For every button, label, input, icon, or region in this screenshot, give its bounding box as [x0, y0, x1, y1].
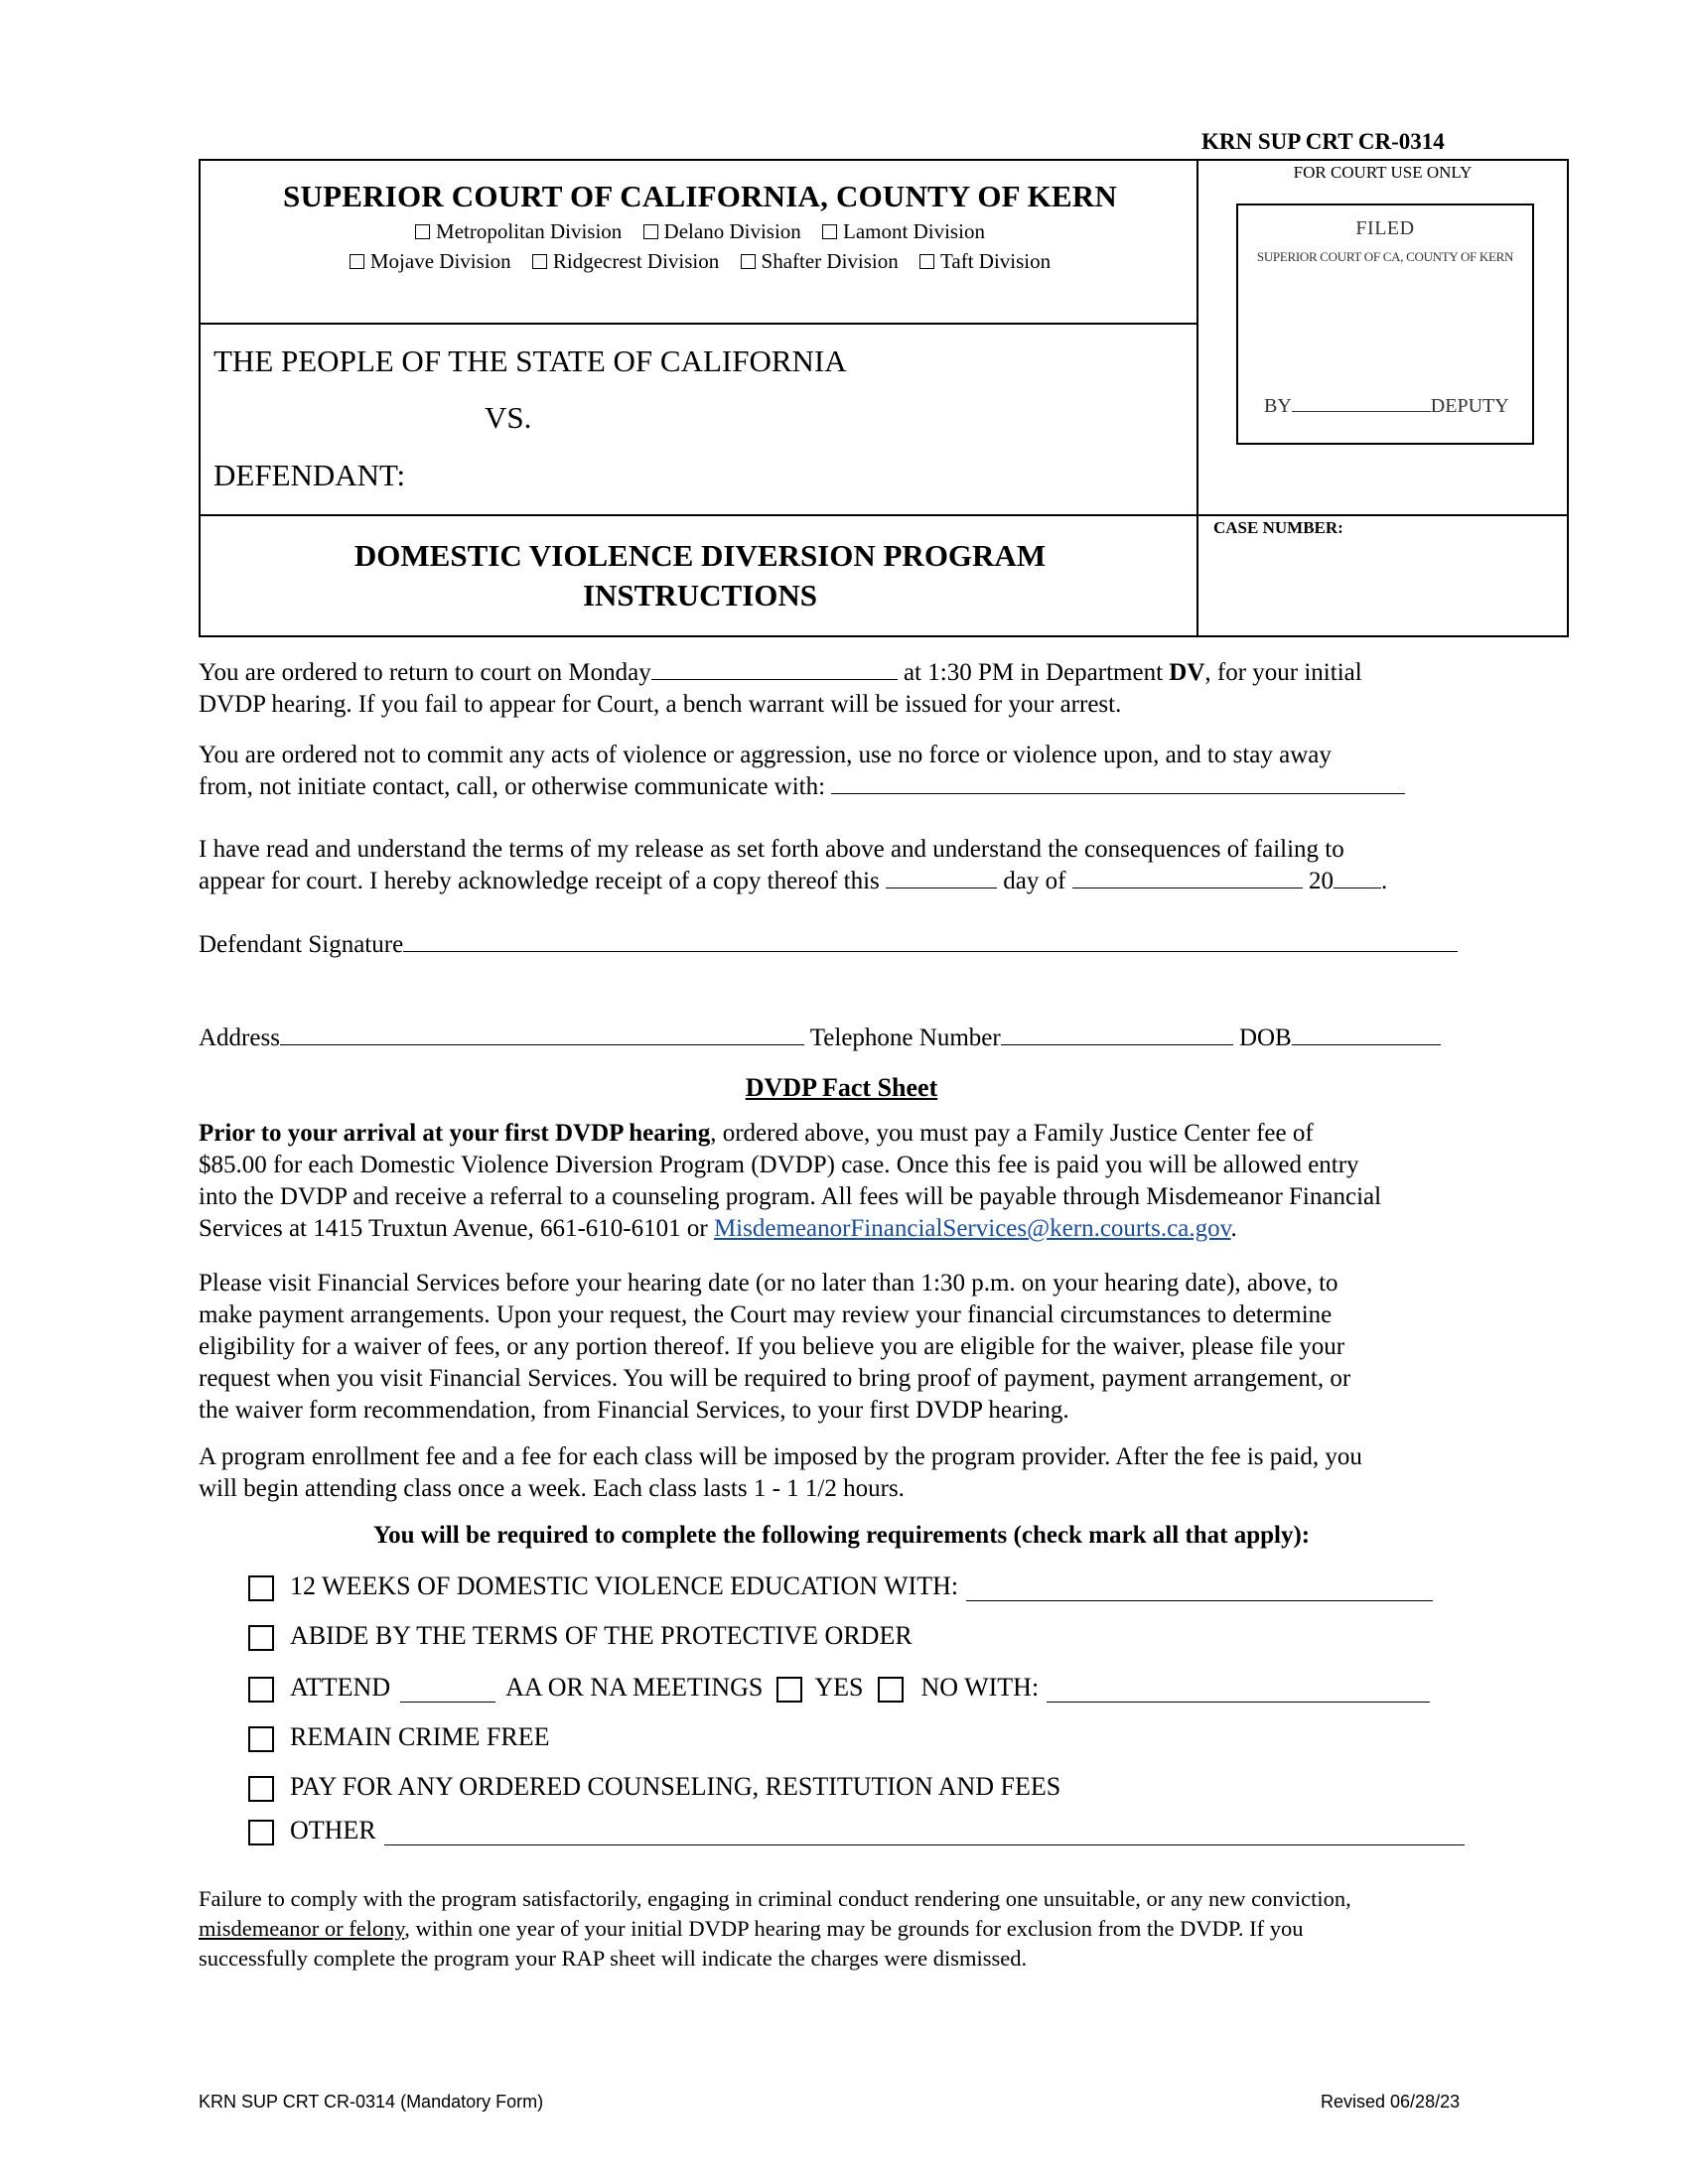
footer-revised: Revised 06/28/23	[1321, 2092, 1461, 2112]
req-protective-order: ABIDE BY THE TERMS OF THE PROTECTIVE ORDER	[248, 1621, 913, 1651]
fact-paragraph-1: Prior to your arrival at your first DVDP hearing, ordered above, you must pay a Family Justice Center fee of $85.00 for each Domestic Violence Diversion Program (DVDP) case. Once this fee is paid you will be allowed entry into the DVDP and receive a referral to a counseling program. All fees will be payable through Misdemeanor Financial Services at 1415 Truxtun Avenue, 661-610-6101 or MisdemeanorFinancialServices@kern.courts.ca.gov.	[199, 1120, 1382, 1242]
checkbox-other[interactable]	[248, 1820, 274, 1845]
checkbox-icon	[822, 224, 837, 239]
address-field[interactable]	[280, 1024, 804, 1045]
checkbox-icon	[741, 254, 756, 269]
checkbox-icon	[643, 224, 658, 239]
filed-stamp-area	[1236, 204, 1534, 445]
req-crime-free: REMAIN CRIME FREE	[248, 1722, 549, 1752]
fact-sheet-title: DVDP Fact Sheet	[745, 1073, 938, 1102]
protected-person-field[interactable]	[831, 772, 1405, 794]
case-number-label: CASE NUMBER:	[1213, 518, 1343, 537]
contact-row: Address Telephone Number DOB	[199, 1023, 1484, 1054]
meetings-count-field[interactable]	[400, 1677, 495, 1703]
req-education: 12 WEEKS OF DOMESTIC VIOLENCE EDUCATION WITH:	[248, 1571, 1433, 1601]
checkbox-icon	[919, 254, 934, 269]
deputy-line[interactable]	[1292, 394, 1431, 412]
checkbox-education[interactable]	[248, 1575, 274, 1601]
division-taft[interactable]: Taft Division	[919, 249, 1051, 273]
req-pay-fees: PAY FOR ANY ORDERED COUNSELING, RESTITUTION AND FEES	[248, 1772, 1060, 1802]
fact-paragraph-3: A program enrollment fee and a fee for each class will be imposed by the program provider. After the fee is paid, you will begin attending class once a week. Each class lasts 1 - 1 1/2 hours.	[199, 1443, 1362, 1502]
ack-year-field[interactable]	[1334, 867, 1381, 888]
checkbox-protective-order[interactable]	[248, 1625, 274, 1651]
return-order: You are ordered to return to court on Monday at 1:30 PM in Department DV, for your initial DVDP hearing. If you fail to appear for Court, a bench warrant will be issued for your arrest.	[199, 659, 1362, 718]
email-link[interactable]: MisdemeanorFinancialServices@kern.courts.ca.gov	[713, 1215, 1231, 1242]
requirements-heading: You will be required to complete the following requirements (check mark all that apply):	[372, 1522, 1311, 1549]
checkbox-no[interactable]	[878, 1677, 904, 1703]
footer-form-id: KRN SUP CRT CR-0314 (Mandatory Form)	[199, 2092, 544, 2112]
by-deputy: BY DEPUTY	[1264, 395, 1509, 417]
meetings-with-field[interactable]	[1047, 1677, 1430, 1703]
division-delano[interactable]: Delano Division	[643, 219, 801, 243]
education-provider-field[interactable]	[966, 1575, 1433, 1601]
signature-row: Defendant Signature	[199, 929, 1484, 961]
fact-paragraph-2: Please visit Financial Services before your hearing date (or no later than 1:30 p.m. on your hearing date), above, to make payment arrangements. Upon your request, the Court may review your financial circumstances to determine eligibility for a waiver of fees, or any portion thereof. If you believe you are eligible for the waiver, please file your request when you visit Financial Services. You will be required to bring proof of payment, payment arrangement, or the waiver form recommendation, from Financial Services, to your first DVDP hearing.	[199, 1270, 1351, 1424]
checkbox-pay-fees[interactable]	[248, 1776, 274, 1802]
checkbox-icon	[532, 254, 547, 269]
closing-paragraph: Failure to comply with the program satisfactorily, engaging in criminal conduct rendering one unsuitable, or any new conviction, misdemeanor or felony, within one year of your initial DVDP hearing may be grounds for exclusion from the DVDP. If you successfully complete the program your RAP sheet will indicate the charges were dismissed.	[199, 1886, 1351, 1971]
vs-caption: VS.	[485, 400, 532, 435]
req-meetings: ATTEND AA OR NA MEETINGS YES NO WITH:	[248, 1673, 1430, 1703]
division-ridgecrest[interactable]: Ridgecrest Division	[532, 249, 719, 273]
acknowledgement: I have read and understand the terms of my release as set forth above and understand the consequences of failing to appear for court. I hereby acknowledge receipt of a copy thereof this day of 20 .	[199, 836, 1388, 894]
stay-away-order: You are ordered not to commit any acts of violence or aggression, use no force or violence upon, and to stay away from, not initiate contact, call, or otherwise communicate with:	[199, 740, 1484, 803]
telephone-field[interactable]	[1001, 1024, 1233, 1045]
checkbox-yes[interactable]	[776, 1677, 802, 1703]
division-mojave[interactable]: Mojave Division	[350, 249, 511, 273]
ack-day-field[interactable]	[886, 867, 997, 888]
checkbox-crime-free[interactable]	[248, 1726, 274, 1752]
defendant-signature-field[interactable]	[403, 930, 1458, 952]
divisions-row-1	[199, 219, 1201, 244]
checkbox-meetings[interactable]	[248, 1677, 274, 1703]
defendant-label: DEFENDANT:	[213, 458, 406, 492]
req-other: OTHER	[248, 1816, 1465, 1845]
return-date-field[interactable]	[651, 658, 898, 680]
people-caption: THE PEOPLE OF THE STATE OF CALIFORNIA	[213, 343, 847, 378]
form-id: KRN SUP CRT CR-0314	[1201, 129, 1445, 154]
other-requirement-field[interactable]	[384, 1820, 1465, 1845]
division-shafter[interactable]: Shafter Division	[741, 249, 899, 273]
court-title: SUPERIOR COURT OF CALIFORNIA, COUNTY OF KERN	[283, 179, 1117, 213]
checkbox-icon	[350, 254, 364, 269]
divisions-row-2	[199, 249, 1201, 274]
ack-month-field[interactable]	[1072, 867, 1303, 888]
dob-field[interactable]	[1292, 1024, 1441, 1045]
court-use-label: FOR COURT USE ONLY	[1293, 163, 1473, 182]
division-metropolitan[interactable]: Metropolitan Division	[415, 219, 622, 243]
checkbox-icon	[415, 224, 430, 239]
filed-court: SUPERIOR COURT OF CA, COUNTY OF KERN	[1256, 249, 1514, 264]
filed-label: FILED	[1355, 217, 1415, 239]
division-lamont[interactable]: Lamont Division	[822, 219, 985, 243]
form-title: DOMESTIC VIOLENCE DIVERSION PROGRAM INSTRUCTIONS	[353, 538, 1047, 613]
